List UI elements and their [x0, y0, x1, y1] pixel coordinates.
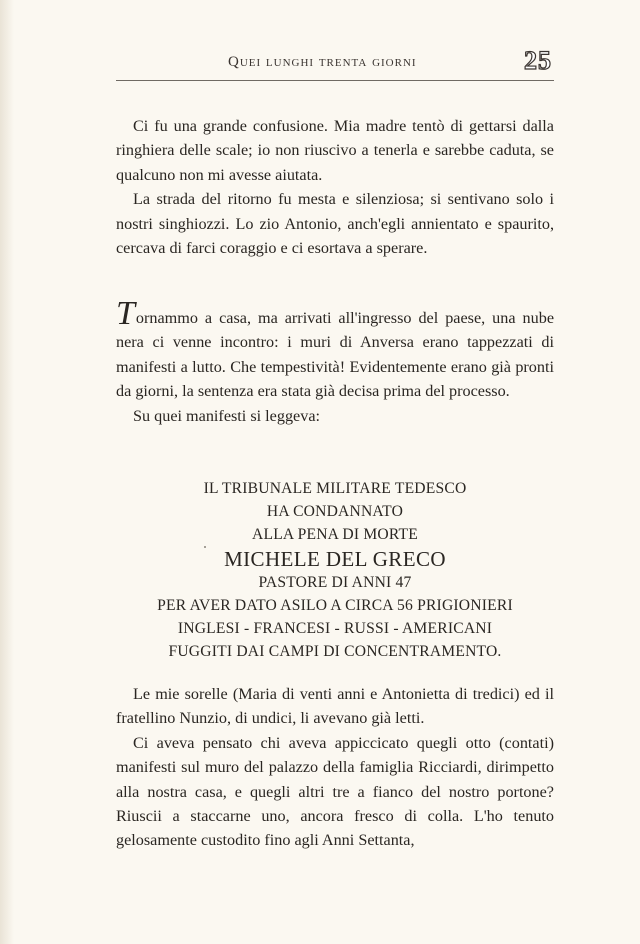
page-number: 25: [524, 46, 552, 75]
running-title: Quei lunghi trenta giorni: [228, 54, 417, 70]
paragraph: Ci fu una grande confusione. Mia madre tentò di gettarsi dalla ringhiera delle scale; io non riuscivo a tenerla e sarebbe caduta, se qualcuno non mi avesse aiutata.: [116, 117, 554, 184]
notice-condemned-name: MICHELE DEL GRECO: [224, 547, 446, 572]
notice-line: PER AVER DATO ASILO A CIRCA 56 PRIGIONIERI: [157, 597, 513, 615]
paragraph: Le mie sorelle (Maria di venti anni e Antonietta di tredici) ed il fratellino Nunzio, di undici, li avevano già letti.: [116, 685, 554, 728]
paragraph: Su quei manifesti si leggeva:: [133, 406, 321, 425]
notice-line: PASTORE DI ANNI 47: [258, 574, 412, 592]
drop-cap: T: [116, 295, 135, 332]
paragraph-with-dropcap: [116, 295, 554, 404]
notice-line: IL TRIBUNALE MILITARE TEDESCO: [203, 480, 467, 497]
section-sisters: [116, 682, 554, 853]
paragraph: La strada del ritorno fu mesta e silenziosa; si sentivano solo i nostri singhiozzi. Lo zio Antonio, anch'egli annientato e spaurito, cercava di farci coraggio e ci esortava a sperare.: [116, 190, 554, 258]
death-sentence-notice: [116, 478, 554, 664]
print-speck: [204, 546, 206, 548]
paragraph-text: ornammo a casa, ma arrivati all'ingresso del paese, una nube nera ci venne incontro: i muri di Anversa erano tappezzati di manifesti a lutto. Che tempestività! Evidentemente erano già pronti da giorni, la sentenza era stata già decisa prima del processo.: [116, 309, 554, 401]
page-edge-shadow: [0, 0, 14, 944]
notice-line: HA CONDANNATO: [266, 502, 404, 520]
notice-line: FUGGITI DAI CAMPI DI CONCENTRAMENTO.: [168, 642, 502, 660]
header-rule: [116, 80, 554, 81]
section-return-home: [116, 295, 554, 428]
notice-line: INGLESI - FRANCESI - RUSSI - AMERICANI: [177, 619, 493, 637]
section-grief: [116, 114, 554, 260]
notice-line: ALLA PENA DI MORTE: [252, 525, 418, 543]
page-header: [116, 46, 554, 92]
paragraph: Ci aveva pensato chi aveva appiccicato quegli otto (contati) manifesti sul muro del palazzo della famiglia Ricciardi, dirimpetto alla nostra casa, e quegli altri tre a fianco del nostro portone? Riuscii a staccarne uno, ancora fresco di colla. L'ho tenuto gelosamente custodito fino agli Anni Settanta,: [116, 733, 554, 850]
